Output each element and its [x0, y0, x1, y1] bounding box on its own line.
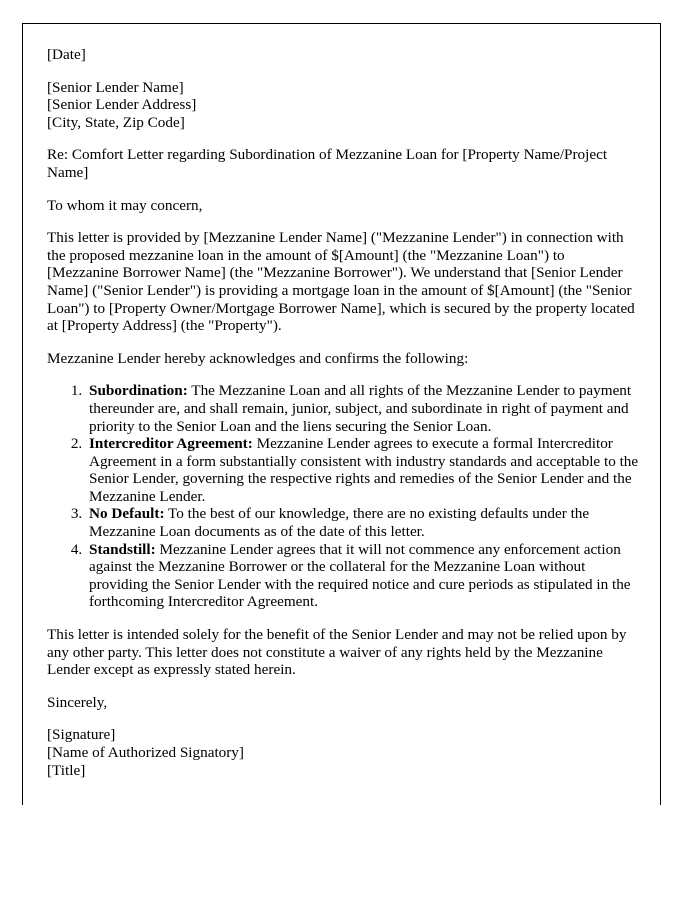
clause-term: Standstill: [89, 540, 156, 558]
salutation: To whom it may concern, [47, 196, 203, 214]
letter-body [47, 46, 639, 779]
list-item [86, 505, 639, 540]
clause-term: Intercreditor Agreement: [89, 435, 253, 453]
list-item [86, 541, 639, 611]
recipient-address-block [47, 79, 639, 132]
clause-list [47, 382, 639, 611]
clause-term: No Default: [89, 505, 165, 523]
intro-paragraph: This letter is provided by [Mezzanine Lender Name] ("Mezzanine Lender") in connection with the proposed mezzanine loan in the amount of $[Amount] (the "Mezzanine Loan") to [Mezzanine Borrower Name] (the "Mezzanine Borrower"). We understand that [Senior Lender Name] ("Senior Lender") is providing a mortgage loan in the amount of $[Amount] (the "Senior Loan") to [Property Owner/Mortgage Borrower Name], which is secured by the property located at [Property Address] (the "Property"). [47, 229, 635, 335]
address-line: [Senior Lender Address] [47, 96, 197, 114]
signature-block [47, 726, 639, 779]
clause-term: Subordination: [89, 382, 188, 400]
signature-placeholder: [Signature] [47, 726, 116, 744]
signatory-title-placeholder: [Title] [47, 761, 86, 779]
list-item [86, 382, 639, 435]
subject-line: Re: Comfort Letter regarding Subordination of Mezzanine Loan for [Property Name/Project Name] [47, 146, 608, 181]
date-placeholder: [Date] [47, 46, 86, 63]
address-line: [City, State, Zip Code] [47, 113, 185, 131]
clause-text: To the best of our knowledge, there are no existing defaults under the Mezzanine Loan documents as of the date of this letter. [89, 505, 590, 541]
closing-paragraph: This letter is intended solely for the benefit of the Senior Lender and may not be relied upon by any other party. This letter does not constitute a waiver of any rights held by the Mezzanine Lender except as expressly stated herein. [47, 626, 627, 679]
clause-text: Mezzanine Lender agrees to execute a formal Intercreditor Agreement in a form substantially consistent with industry standards and acceptable to the Senior Lender, governing the respective rights and remedies of the Senior Lender and the Mezzanine Lender. [89, 435, 639, 505]
sign-off: Sincerely, [47, 693, 108, 711]
list-lead-in: Mezzanine Lender hereby acknowledges and confirms the following: [47, 349, 469, 367]
address-line: [Senior Lender Name] [47, 78, 184, 96]
signatory-name-placeholder: [Name of Authorized Signatory] [47, 744, 244, 761]
clause-text: The Mezzanine Loan and all rights of the Mezzanine Lender to payment thereunder are, and shall remain, junior, subject, and subordinate in right of payment and priority to the Senior Loan and the liens securing the Senior Loan. [89, 382, 632, 435]
date-line [47, 46, 639, 64]
clause-text: Mezzanine Lender agrees that it will not commence any enforcement action against the Mezzanine Borrower or the collateral for the Mezzanine Loan without providing the Senior Lender with the required notice and cure periods as stipulated in the forthcoming Intercreditor Agreement. [89, 540, 631, 611]
list-item [86, 435, 639, 505]
document-page [22, 23, 661, 805]
